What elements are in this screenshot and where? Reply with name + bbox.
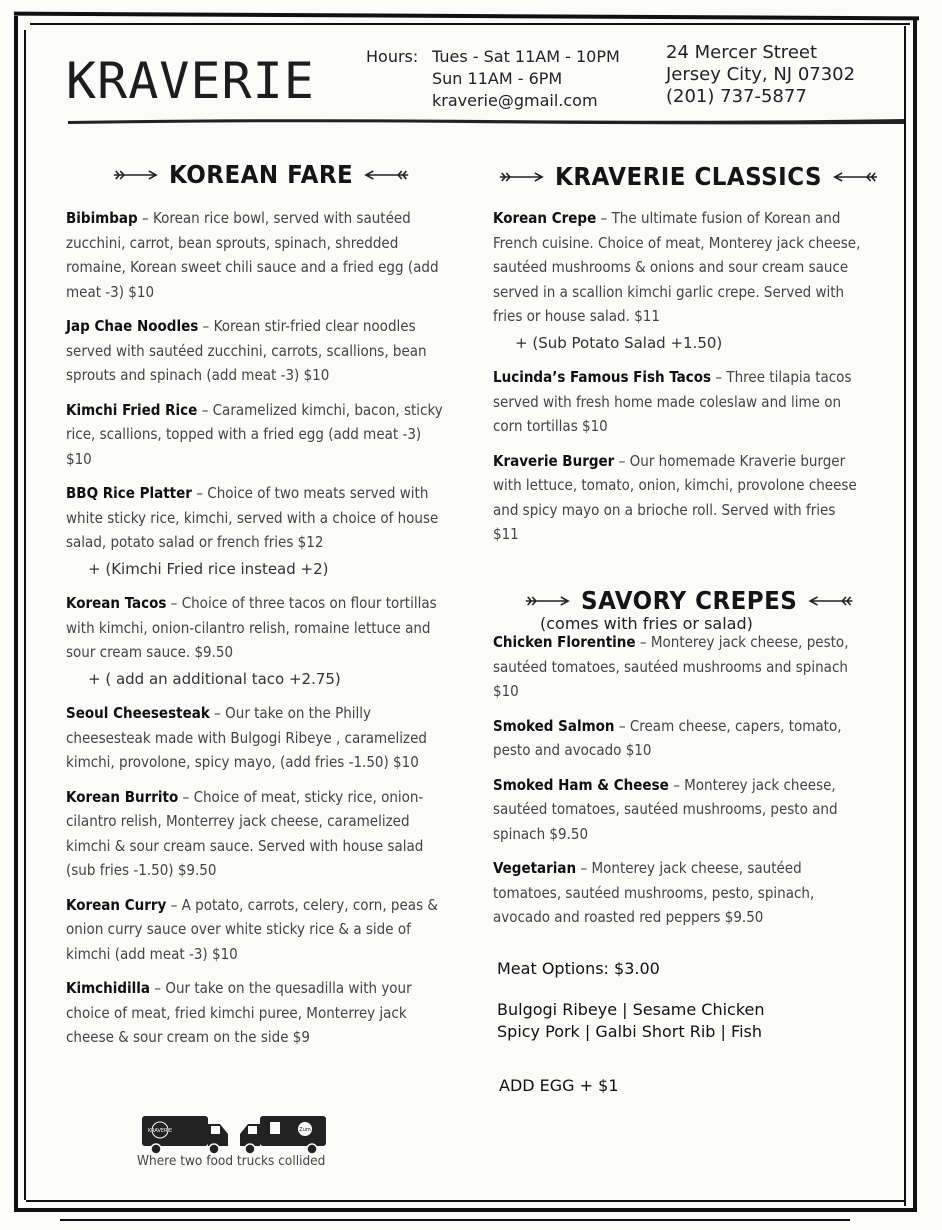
korean-fare-heading — [112, 160, 410, 189]
arrow-right-icon — [524, 595, 572, 607]
menu-item — [66, 206, 446, 304]
item-name: Kraverie Burger — [493, 451, 615, 470]
contact-email: kraverie@gmail.com — [432, 91, 598, 110]
frame-bottom — [14, 1208, 917, 1212]
item-description: – Cream cheese, capers, tomato, pesto and avocado $10 — [493, 717, 842, 760]
item-name: Korean Crepe — [493, 209, 597, 227]
frame-right — [913, 18, 917, 1212]
menu-item — [493, 773, 865, 847]
arrow-left-icon — [807, 595, 855, 607]
item-description: – The ultimate fusion of Korean and French cuisine. Choice of meat, Monterey jack cheese, sautéed mushrooms & onions and sour cream sauce served in a scallion kimchi garlic crepe. Served with fries or house salad. $11 — [493, 209, 860, 325]
item-name: Smoked Ham & Cheese — [493, 775, 669, 794]
meat-options-line-2: Spicy Pork | Galbi Short Rib | Fish — [497, 1022, 762, 1041]
arrow-right-icon — [498, 171, 546, 183]
item-description: – Monterey jack cheese, pesto, sautéed tomatoes, sautéed mushrooms and spinach $10 — [493, 633, 848, 700]
frame-left — [14, 16, 18, 1211]
truck-left-sign: KRAVERIE — [147, 1128, 173, 1134]
arrow-left-icon — [831, 171, 879, 183]
brand-title: KRAVERIE — [66, 52, 315, 110]
item-description: – Korean rice bowl, served with sautéed zucchini, carrot, bean sprouts, spinach, shredded romaine, Korean sweet chili sauce and a fried egg (add meat -3) $10 — [66, 209, 439, 301]
item-description: – A potato, carrots, celery, corn, peas & onion curry sauce over white sticky rice & a side of kimchi (add meat -3) $10 — [66, 896, 438, 963]
savory-crepes-subtitle: (comes with fries or salad) — [540, 614, 753, 633]
menu-item — [66, 314, 446, 388]
korean-fare-title: KOREAN FARE — [169, 160, 354, 189]
menu-item — [66, 893, 446, 967]
item-description: – Choice of three tacos on flour tortillas with kimchi, onion-cilantro relish, romaine lettuce and sour cream sauce. $9.50 — [66, 594, 437, 661]
item-name: Bibimbap — [66, 209, 138, 227]
hours-label: Hours: — [366, 47, 419, 66]
menu-item — [493, 630, 865, 704]
item-description: – Choice of meat, sticky rice, onion-cilantro relish, Monterrey jack cheese, caramelized kimchi & sour cream sauce. Served with house salad (sub fries -1.50) $9.50 — [66, 788, 423, 880]
savory-crepes-title: SAVORY CREPES — [581, 586, 798, 615]
item-description: – Our take on the Philly cheesesteak made with Bulgogi Ribeye , caramelized kimchi, provolone, spicy mayo, (add fries -1.50) $10 — [66, 704, 427, 771]
address-city: Jersey City, NJ 07302 — [666, 64, 856, 85]
menu-item — [493, 365, 865, 439]
menu-item — [66, 785, 446, 883]
item-name: Kimchi Fried Rice — [66, 400, 198, 419]
hours-sunday: Sun 11AM - 6PM — [432, 69, 563, 88]
menu-item — [66, 976, 446, 1050]
item-addon: + (Sub Potato Salad +1.50) — [515, 333, 723, 352]
item-description: – Choice of two meats served with white sticky rice, kimchi, served with a choice of house salad, potato salad or french fries $12 — [66, 484, 438, 551]
item-addon: + ( add an additional taco +2.75) — [88, 669, 341, 688]
menu-item — [66, 701, 446, 775]
item-addon: + (Kimchi Fried rice instead +2) — [88, 559, 329, 578]
hours-block — [432, 46, 620, 112]
menu-item — [66, 591, 446, 665]
frame-right-inner — [904, 26, 906, 1206]
item-name: BBQ Rice Platter — [66, 484, 192, 502]
item-description: – Caramelized kimchi, bacon, sticky rice, scallions, topped with a fried egg (add meat -3) $10 — [66, 401, 443, 468]
address-block — [666, 42, 855, 108]
frame-bottom-outer — [60, 1219, 850, 1221]
menu-item — [493, 449, 865, 547]
add-egg-note: ADD EGG + $1 — [499, 1076, 619, 1095]
item-description: – Our take on the quesadilla with your choice of meat, fried kimchi puree, Monterrey jack cheese & sour cream on the side $9 — [66, 979, 412, 1046]
frame-left-inner — [24, 30, 26, 1200]
frame-bottom-inner — [26, 1200, 906, 1202]
item-description: – Monterey jack cheese, sautéed tomatoes, sautéed mushrooms, pesto, spinach, avocado and roasted red peppers $9.50 — [493, 859, 814, 926]
address-street: 24 Mercer Street — [666, 42, 818, 63]
classics-heading — [498, 162, 879, 191]
item-name: Lucinda’s Famous Fish Tacos — [493, 368, 712, 386]
menu-item — [66, 398, 446, 472]
item-name: Korean Curry — [66, 895, 167, 914]
truck-right-sign: Zum — [299, 1127, 311, 1133]
menu-item — [66, 481, 446, 555]
item-description: – Three tilapia tacos served with fresh home made coleslaw and lime on corn tortillas $10 — [493, 368, 851, 435]
savory-crepes-heading — [524, 586, 854, 615]
phone-number: (201) 737-5877 — [666, 86, 807, 107]
korean-fare-list — [66, 206, 446, 1060]
arrow-right-icon — [112, 169, 160, 181]
item-description: – Monterey jack cheese, sautéed tomatoes, sautéed mushrooms, pesto and spinach $9.50 — [493, 776, 838, 843]
meat-options-label: Meat Options: $3.00 — [497, 959, 660, 978]
truck-left-icon — [142, 1116, 228, 1154]
item-name: Korean Tacos — [66, 594, 167, 612]
item-name: Jap Chae Noodles — [66, 317, 199, 335]
menu-item — [493, 714, 865, 763]
classics-title: KRAVERIE CLASSICS — [555, 162, 822, 191]
item-description: – Korean stir-fried clear noodles served with sautéed zucchini, carrots, scallions, bean sprouts and spinach (add meat -3) $10 — [66, 317, 427, 384]
tagline: Where two food trucks collided — [137, 1153, 326, 1169]
frame-top — [14, 12, 919, 21]
frame-top-inner — [30, 23, 910, 25]
meat-options-line-1: Bulgogi Ribeye | Sesame Chicken — [497, 1000, 765, 1019]
item-name: Chicken Florentine — [493, 633, 636, 651]
savory-crepes-list — [493, 630, 865, 940]
menu-item — [493, 206, 865, 329]
item-name: Smoked Salmon — [493, 716, 615, 735]
item-name: Vegetarian — [493, 859, 577, 877]
arrow-left-icon — [362, 169, 410, 181]
menu-item — [493, 856, 865, 930]
item-name: Korean Burrito — [66, 787, 179, 806]
classics-list — [493, 206, 865, 557]
truck-right-icon — [240, 1116, 326, 1154]
hours-weekday: Tues - Sat 11AM - 10PM — [432, 47, 620, 66]
food-trucks-logo — [140, 1112, 330, 1156]
header-brush-divider — [68, 116, 904, 126]
item-description: – Our homemade Kraverie burger with lettuce, tomato, onion, kimchi, provolone cheese and spicy mayo on a brioche roll. Served with fries $11 — [493, 452, 857, 544]
item-name: Kimchidilla — [66, 979, 151, 997]
item-name: Seoul Cheesesteak — [66, 704, 210, 722]
